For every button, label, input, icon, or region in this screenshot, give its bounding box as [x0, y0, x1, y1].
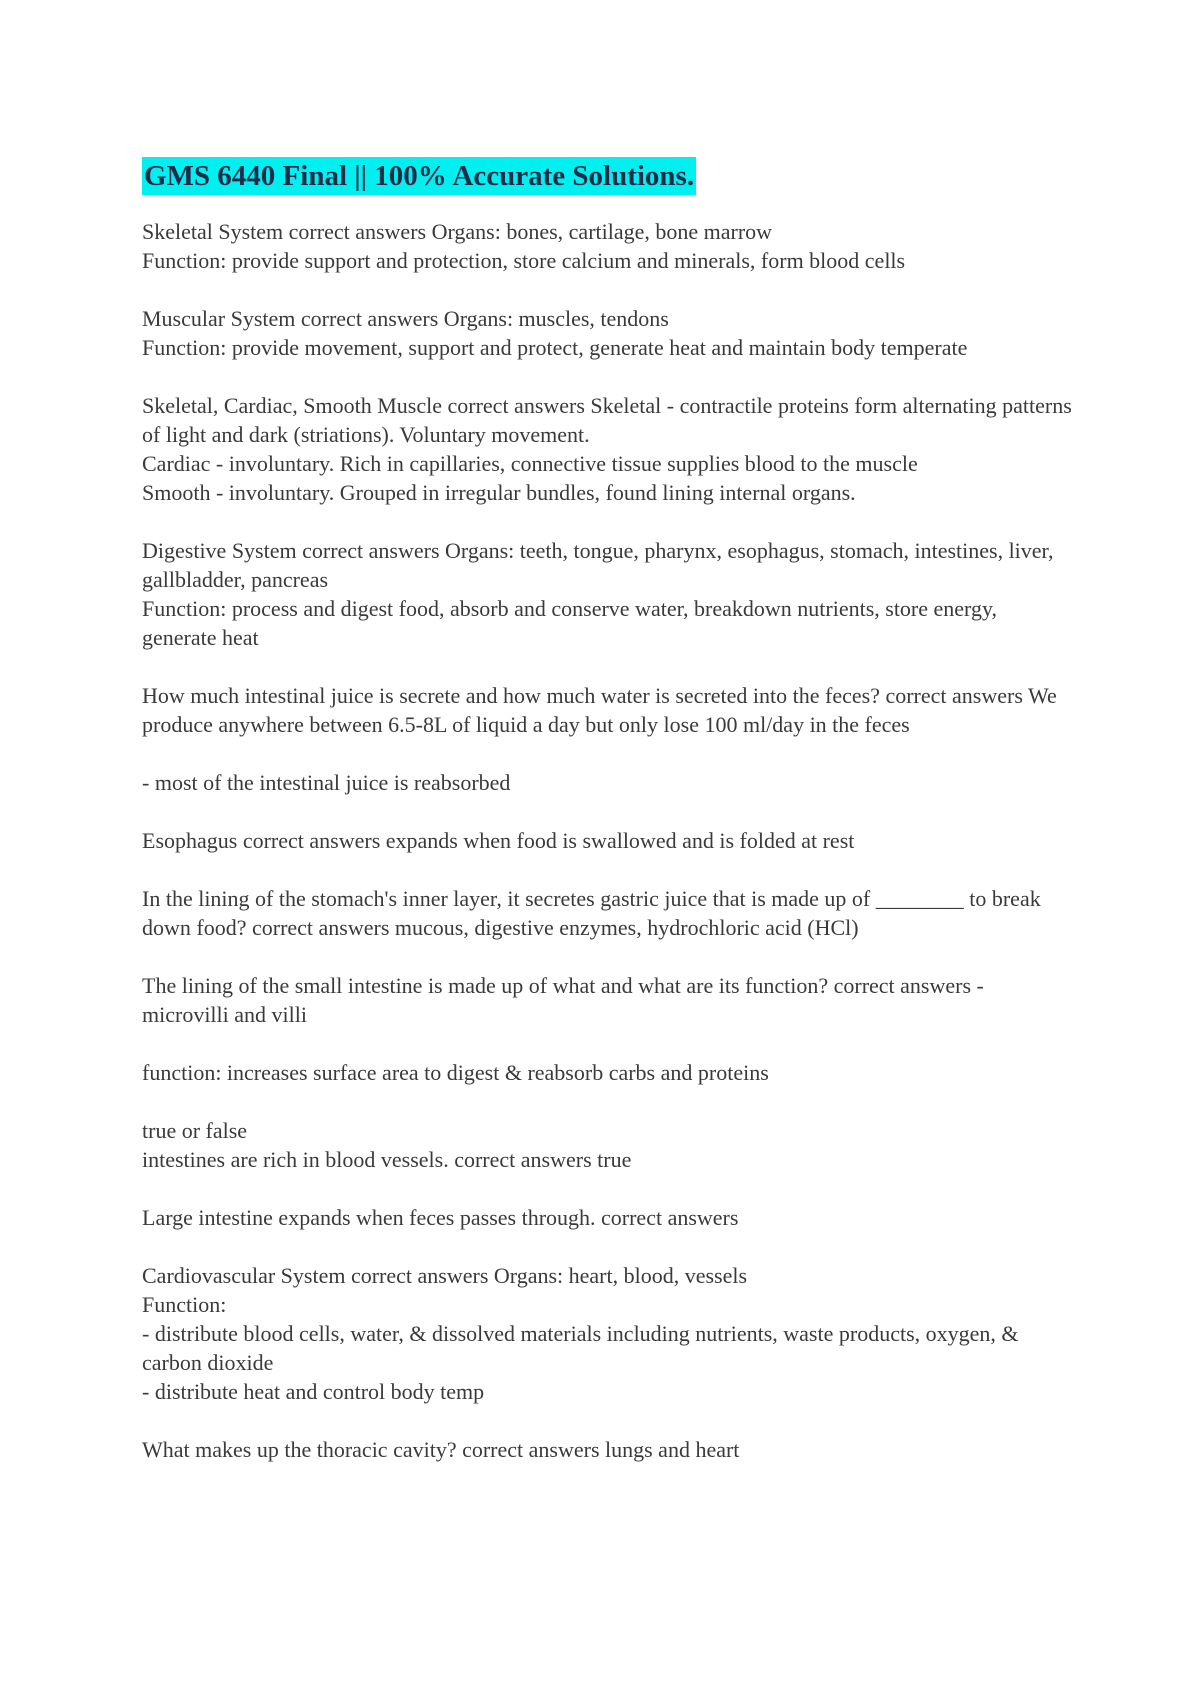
qa-paragraph-intestinal-juice: How much intestinal juice is secrete and how much water is secreted into the feces? correct answers We produce anywhere between 6.5-8L of liquid a day but only lose 100 ml/day in the feces: [142, 683, 1057, 737]
qa-paragraph-large-intestine: Large intestine expands when feces passes through. correct answers: [142, 1205, 739, 1230]
qa-paragraph-digestive-system: Digestive System correct answers Organs: teeth, tongue, pharynx, esophagus, stomach, intestines, liver, gallbladder, pancreas Function: process and digest food, absorb and conserve water, breakdown nutrients, store energy, generate heat: [142, 538, 1054, 650]
qa-paragraph-small-intestine-lining: The lining of the small intestine is made up of what and what are its function? correct answers - microvilli and villi: [142, 973, 984, 1027]
qa-paragraph-true-false: true or false intestines are rich in blood vessels. correct answers true: [142, 1118, 632, 1172]
qa-paragraph-esophagus: Esophagus correct answers expands when food is swallowed and is folded at rest: [142, 828, 855, 853]
qa-paragraph-cardiovascular-system: Cardiovascular System correct answers Organs: heart, blood, vessels Function: - distribute blood cells, water, & dissolved materials including nutrients, waste products, oxygen, & carbon dioxide - distribute heat and control body temp: [142, 1263, 1019, 1404]
document-content: [142, 157, 1072, 1493]
qa-paragraph-muscle-types: Skeletal, Cardiac, Smooth Muscle correct answers Skeletal - contractile proteins form alternating patterns of light and dark (striations). Voluntary movement. Cardiac - involuntary. Rich in capillaries, connective tissue supplies blood to the muscle Smooth - involuntary. Grouped in irregular bundles, found lining internal organs.: [142, 393, 1072, 505]
qa-paragraph-skeletal-system: Skeletal System correct answers Organs: bones, cartilage, bone marrow Function: provide support and protection, store calcium and minerals, form blood cells: [142, 219, 906, 273]
document-title: GMS 6440 Final || 100% Accurate Solutions.: [142, 157, 696, 195]
qa-paragraph-villi-function: function: increases surface area to digest & reabsorb carbs and proteins: [142, 1060, 769, 1085]
qa-paragraph-thoracic-cavity: What makes up the thoracic cavity? correct answers lungs and heart: [142, 1437, 740, 1462]
qa-paragraph-muscular-system: Muscular System correct answers Organs: muscles, tendons Function: provide movement, support and protect, generate heat and maintain body temperate: [142, 306, 968, 360]
qa-paragraph-gastric-juice: In the lining of the stomach's inner layer, it secretes gastric juice that is made up of ________ to break down food? correct answers mucous, digestive enzymes, hydrochloric acid (HCl): [142, 886, 1041, 940]
qa-paragraph-reabsorbed-note: - most of the intestinal juice is reabsorbed: [142, 770, 511, 795]
